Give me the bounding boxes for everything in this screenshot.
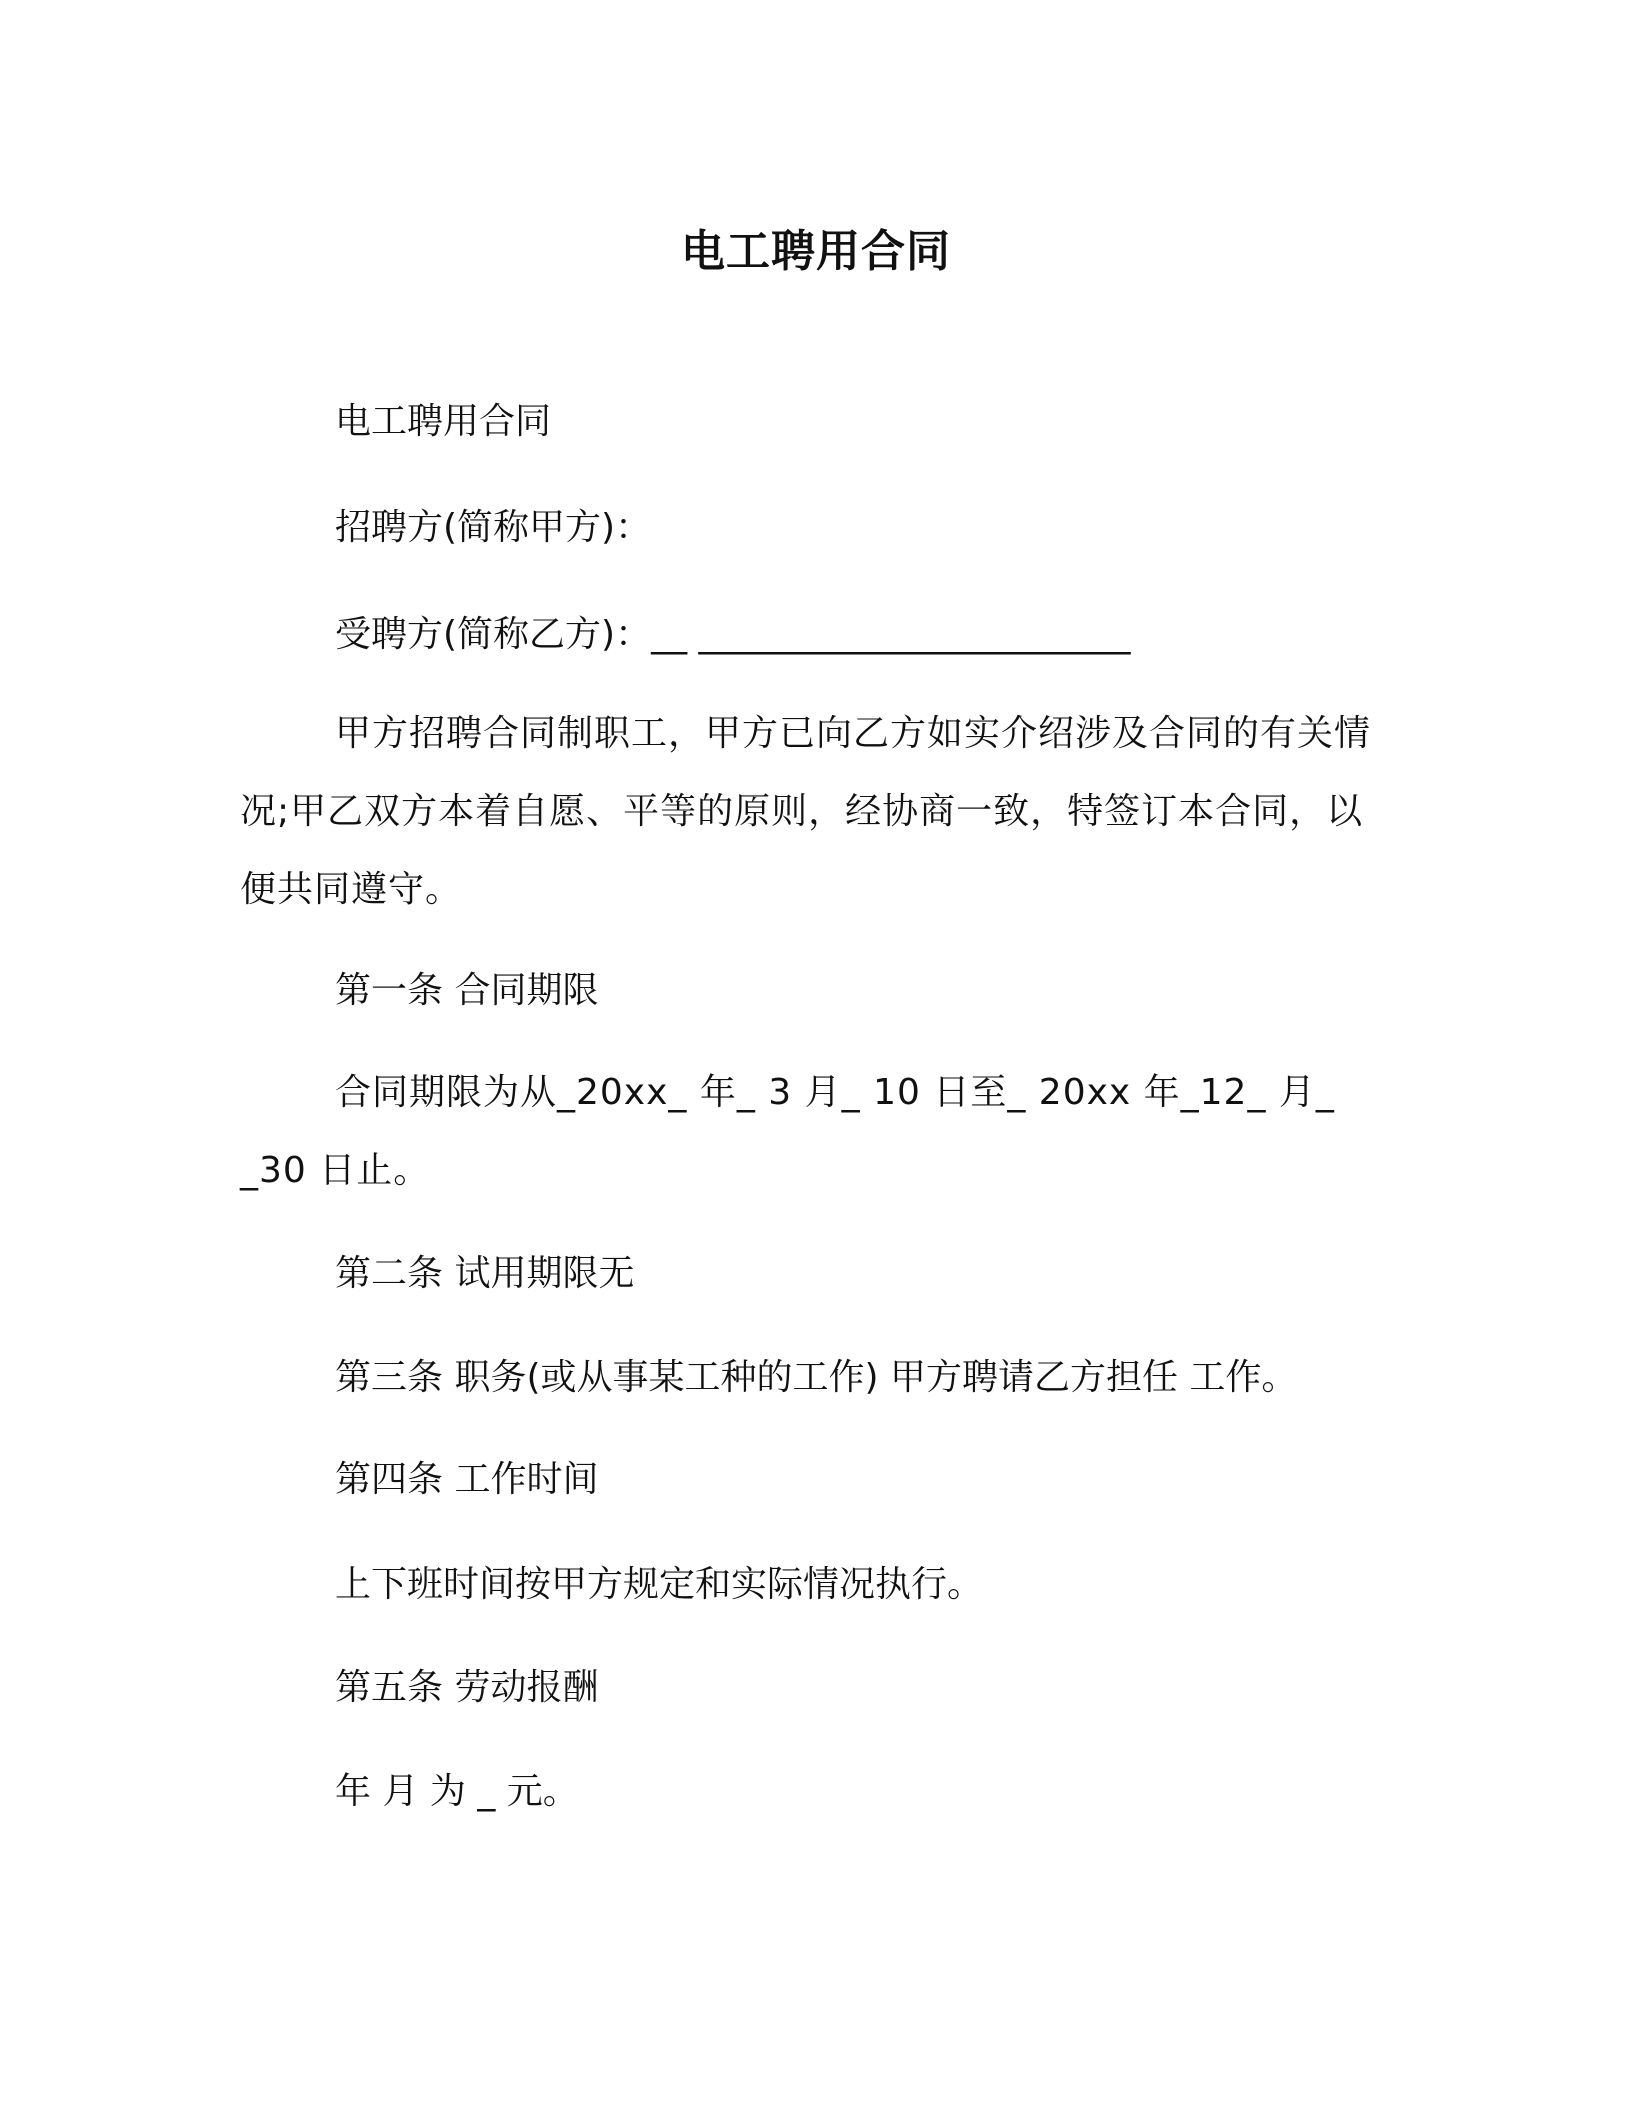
article4-heading: 第四条 工作时间	[335, 1459, 599, 1500]
preamble-paragraph: 甲方招聘合同制职工，甲方已向乙方如实介绍涉及合同的有关情况;甲乙双方本着自愿、平等的原则，经协商一致，特签订本合同，以便共同遵守。	[240, 713, 1372, 910]
article5-heading: 第五条 劳动报酬	[335, 1667, 599, 1708]
party-b-line: 受聘方(简称乙方)：__ ________________________	[335, 614, 1131, 655]
article1-paragraph: 合同期限为从_20xx_ 年_ 3 月_ 10 日至_ 20xx 年_12_ 月_ _30 日止。	[240, 1072, 1335, 1191]
article4-line: 上下班时间按甲方规定和实际情况执行。	[335, 1564, 984, 1605]
article3-line: 第三条 职务(或从事某工种的工作) 甲方聘请乙方担任 工作。	[335, 1357, 1298, 1398]
article1-heading: 第一条 合同期限	[335, 970, 599, 1011]
article2-heading: 第二条 试用期限无	[335, 1253, 635, 1294]
party-a-line: 招聘方(简称甲方)：	[335, 507, 652, 548]
document-title: 电工聘用合同	[681, 226, 951, 277]
article5-line: 年 月 为 _ 元。	[335, 1771, 579, 1812]
contract-subtitle: 电工聘用合同	[335, 401, 552, 442]
